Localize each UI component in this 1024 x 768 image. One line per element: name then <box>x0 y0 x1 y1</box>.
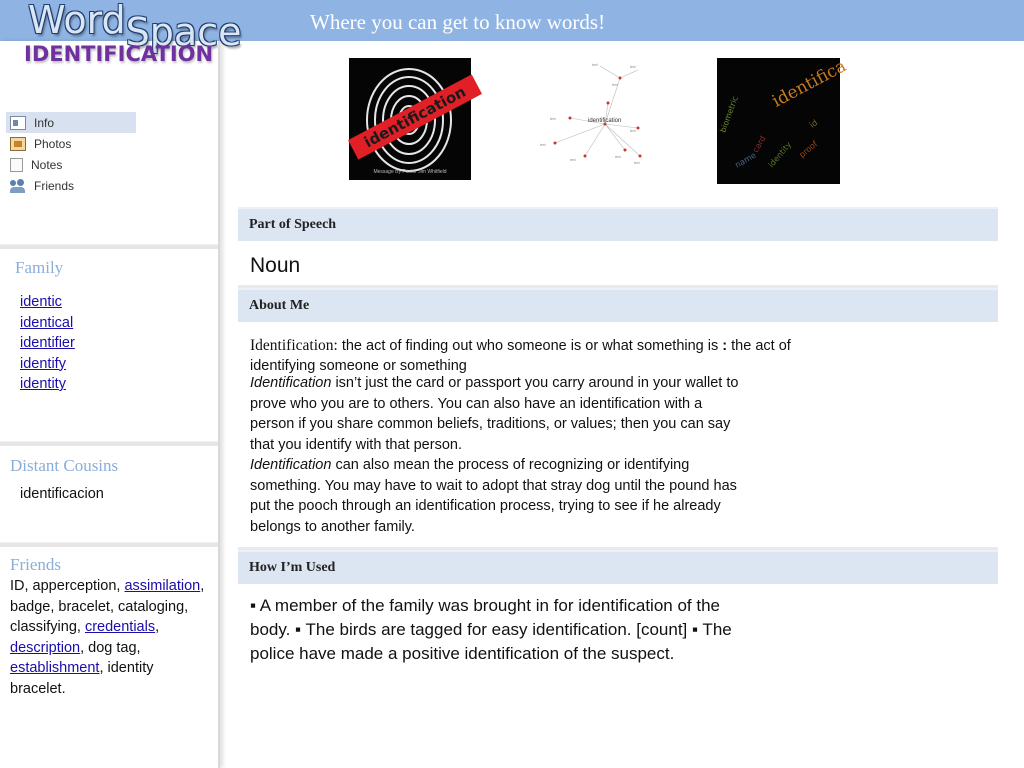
svg-text:text: text <box>570 158 576 162</box>
fingerprint-image <box>349 58 471 180</box>
nav-item-label: Info <box>34 115 55 130</box>
nav-item-label: Friends <box>34 178 75 193</box>
sidebar-divider <box>0 542 218 547</box>
definition-text: the act of identifying someone or something <box>250 338 791 374</box>
wordspace-logo[interactable] <box>28 0 242 54</box>
friends-text: , badge, bracelet, cataloging, classifying, <box>10 578 205 635</box>
svg-text:proof: proof <box>797 139 820 160</box>
family-link-identity[interactable]: identity <box>20 376 66 392</box>
svg-text:name: name <box>733 150 758 170</box>
how-used-header <box>238 550 998 584</box>
part-of-speech-heading: Part of Speech <box>249 217 337 232</box>
fingerprint-word: identification <box>361 82 469 152</box>
word-cloud-image <box>717 56 850 184</box>
part-of-speech-header <box>238 207 998 241</box>
friend-link-description[interactable]: description <box>10 639 81 656</box>
svg-text:text: text <box>540 143 546 147</box>
svg-text:text: text <box>634 161 640 165</box>
svg-text:identity: identity <box>766 140 794 170</box>
svg-text:text: text <box>630 129 636 133</box>
word-map-image <box>530 58 655 180</box>
friend-link-establishment[interactable]: establishment <box>10 660 100 676</box>
friend-link-credentials[interactable]: credentials <box>84 619 156 635</box>
svg-text:text: text <box>615 155 621 159</box>
friends-text: ID, apperception, <box>10 578 125 594</box>
definition-text: the act of finding out who someone is or what something is <box>337 338 723 354</box>
family-link-identic[interactable]: identic <box>20 294 62 310</box>
nav-item-photos[interactable] <box>6 133 136 154</box>
part-of-speech-value: Noun <box>250 254 301 277</box>
svg-text:id: id <box>807 118 820 130</box>
profile-nav <box>6 112 136 196</box>
svg-text:text: text <box>592 63 598 67</box>
how-used-heading: How I’m Used <box>249 560 336 575</box>
friends-text: , dog tag, <box>80 639 141 656</box>
family-heading: Family <box>15 258 64 277</box>
word-title: IDENTIFICATION <box>24 42 214 66</box>
cousin-word: identificacion <box>20 486 104 502</box>
friend-link-assimilation[interactable]: assimilation <box>124 578 201 594</box>
nav-item-info[interactable] <box>6 112 136 133</box>
svg-text:text: text <box>630 65 636 69</box>
notes-icon <box>10 158 23 172</box>
svg-text:biometric: biometric <box>718 94 740 134</box>
paragraph-text: isn’t just the card or passport you carry around in your wallet to prove who you are to others. You can also have an identification with a person if you share common beliefs, traditions, or values; then you can say that you identify with that person. <box>250 375 739 453</box>
nav-item-label: Notes <box>31 157 63 172</box>
friends-list <box>10 576 210 699</box>
sidebar-divider <box>0 244 218 249</box>
svg-text:card: card <box>750 134 768 154</box>
tagline: Where you can get to know words! <box>310 10 606 34</box>
family-link-identifier[interactable]: identifier <box>20 335 75 351</box>
sidebar-divider <box>0 441 218 446</box>
svg-text:text: text <box>612 83 618 87</box>
image-caption: Message By Pastor Jim Whitfield <box>373 169 447 175</box>
nav-item-notes[interactable] <box>6 154 136 175</box>
emphasis-term: Identification <box>250 375 332 391</box>
about-me-heading: About Me <box>249 298 310 313</box>
definition-colon: : <box>722 338 728 354</box>
family-list <box>20 292 75 395</box>
usage-examples: ▪ A member of the family was brought in for identification of the body. ▪ The birds are tagged for easy identification. [count] ▪ The police have made a positive identification of the suspect. <box>250 596 732 663</box>
friends-heading: Friends <box>10 555 61 574</box>
friends-text: , <box>155 619 160 635</box>
distant-cousins-heading: Distant Cousins <box>10 456 119 475</box>
friends-text: , identity bracelet. <box>10 660 154 697</box>
family-link-identify[interactable]: identify <box>20 355 66 372</box>
logo-space: Space <box>125 10 242 54</box>
info-icon <box>10 116 26 130</box>
nav-item-label: Photos <box>34 136 72 151</box>
word-map-center-label: identification <box>588 118 622 124</box>
word-cloud-word: identifica <box>769 56 850 112</box>
definition <box>250 336 860 376</box>
friends-icon <box>10 179 26 193</box>
definition-term: Identification: <box>250 337 338 354</box>
paragraph-text: can also mean the process of recognizing or identifying something. You may have to wait to adopt that stray dog until the pound has put the pooch through an identification process, trying to see if he already belongs to another family. <box>250 457 737 535</box>
svg-text:text: text <box>550 117 556 121</box>
family-link-identical[interactable]: identical <box>20 314 74 331</box>
nav-item-friends[interactable] <box>6 175 136 196</box>
about-me-header <box>238 288 998 322</box>
photos-icon <box>10 137 26 151</box>
about-paragraph <box>250 373 745 537</box>
emphasis-term: Identification <box>250 457 332 473</box>
logo-word: Word <box>28 0 126 42</box>
